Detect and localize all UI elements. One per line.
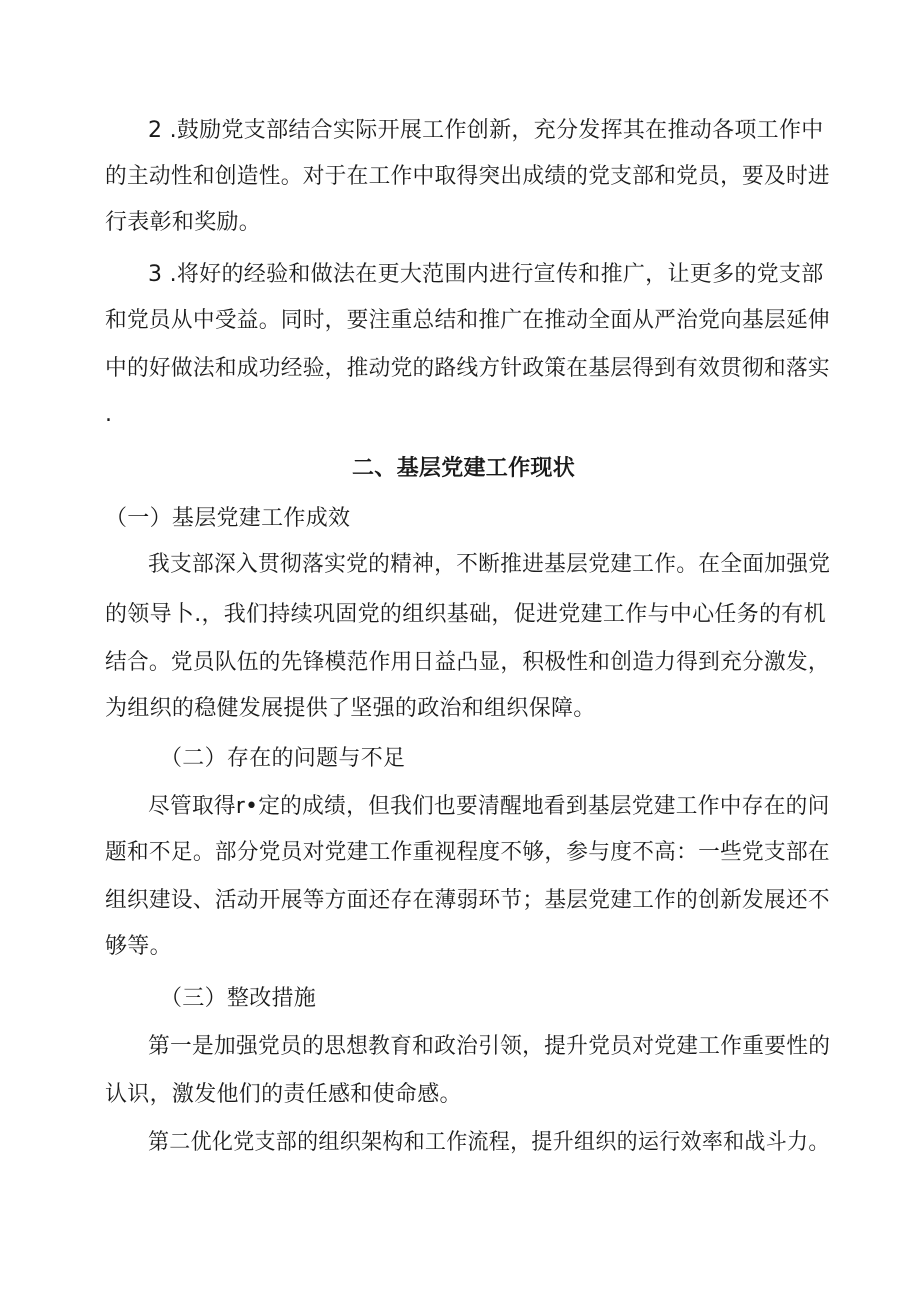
section-title: 二、基层党建工作现状: [352, 456, 576, 481]
para-3-line-1: 3 .将好的经验和做法在更大范围内进行宣传和推广，让更多的党支部: [148, 262, 824, 287]
para-2-line-1: 2 .鼓励党支部结合实际开展工作创新，充分发挥其在推动各项工作中: [148, 118, 824, 143]
subsection-1-line-4: 为组织的稳健发展提供了坚强的政治和组织保障。: [105, 696, 596, 721]
subsection-1-line-2: 的领导卜.，我们持续巩固党的组织基础，促进党建工作与中心任务的有机: [105, 602, 826, 627]
subsection-1-title: （一）基层党建工作成效: [105, 506, 351, 531]
subsection-2-title: （二）存在的问题与不足: [160, 746, 406, 771]
subsection-2-line-3: 组织建设、活动开展等方面还存在薄弱环节；基层党建工作的创新发展还不: [105, 888, 830, 913]
subsection-3-line-1: 第一是加强党员的思想教育和政治引领，提升党员对党建工作重要性的: [148, 1034, 831, 1059]
subsection-3-title: （三）整改措施: [160, 986, 317, 1011]
subsection-3-line-2: 认识，激发他们的责任感和使命感。: [105, 1082, 462, 1107]
subsection-1-line-3: 结合。党员队伍的先锋模范作用日益凸显，积极性和创造力得到充分激发，: [105, 650, 830, 675]
para-3-line-4: .: [105, 402, 113, 427]
subsection-2-line-2: 题和不足。部分党员对党建工作重视程度不够，参与度不高：一些党支部在: [105, 840, 830, 865]
para-3-line-3: 中的好做法和成功经验，推动党的路线方针政策在基层得到有效贯彻和落实: [105, 356, 830, 381]
subsection-2-line-4: 够等。: [105, 934, 172, 959]
subsection-1-line-1: 我支部深入贯彻落实党的精神，不断推进基层党建工作。在全面加强党: [148, 552, 831, 577]
subsection-2-line-1: 尽管取得r•定的成绩，但我们也要清醒地看到基层党建工作中存在的问: [148, 794, 830, 819]
para-2-line-2: 的主动性和创造性。对于在工作中取得突出成绩的党支部和党员，要及时进: [105, 164, 830, 189]
para-2-line-3: 行表彰和奖励。: [105, 210, 262, 235]
subsection-3-line-3: 第二优化党支部的组织架构和工作流程，提升组织的运行效率和战斗力。: [148, 1130, 830, 1155]
para-3-line-2: 和党员从中受益。同时，要注重总结和推广在推动全面从严治党向基层延伸: [105, 308, 830, 333]
